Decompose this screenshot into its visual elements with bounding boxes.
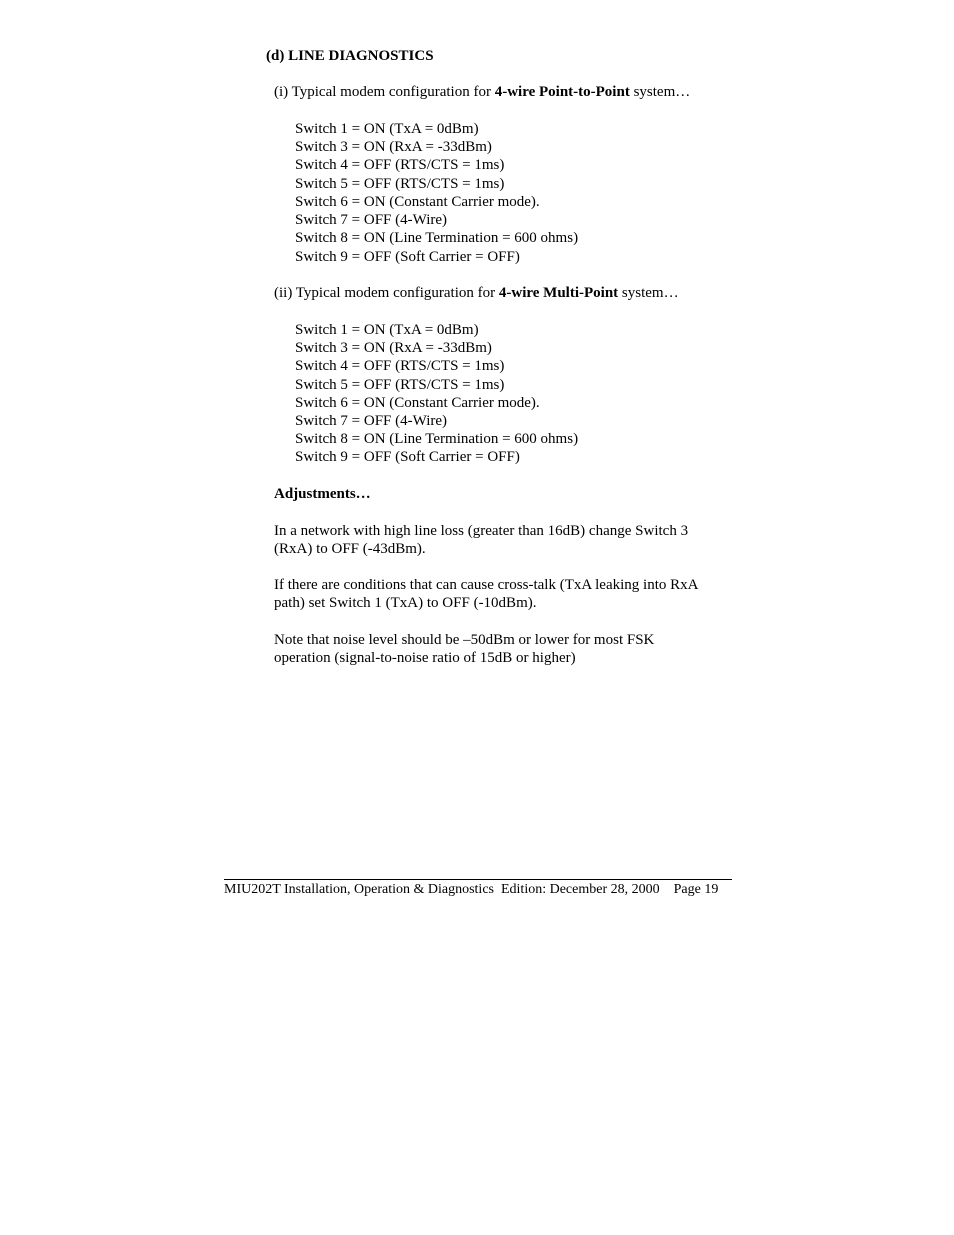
mp-intro-prefix: (ii) Typical modem configuration for xyxy=(274,285,499,301)
mp-switch-6: Switch 6 = ON (Constant Carrier mode). xyxy=(295,395,540,411)
p2p-switch-8: Switch 8 = ON (Line Termination = 600 ohms) xyxy=(295,230,579,246)
adjustment-para1-line2: (RxA) to OFF (-43dBm). xyxy=(274,541,426,557)
p2p-intro-suffix: system… xyxy=(629,84,691,100)
mp-switch-1: Switch 1 = ON (TxA = 0dBm) xyxy=(295,322,479,338)
p2p-switch-4: Switch 4 = OFF (RTS/CTS = 1ms) xyxy=(295,157,505,173)
mp-intro-bold: 4-wire Multi-Point xyxy=(498,285,619,301)
mp-switch-3: Switch 3 = ON (RxA = -33dBm) xyxy=(295,340,492,356)
p2p-switch-1: Switch 1 = ON (TxA = 0dBm) xyxy=(295,121,479,137)
p2p-switch-5: Switch 5 = OFF (RTS/CTS = 1ms) xyxy=(295,176,505,192)
footer-title: MIU202T Installation, Operation & Diagnostics xyxy=(224,882,494,897)
mp-intro-suffix: system… xyxy=(618,285,679,301)
adjustment-para3-line1: Note that noise level should be –50dBm or lower for most FSK xyxy=(274,632,655,648)
p2p-switch-6: Switch 6 = ON (Constant Carrier mode). xyxy=(295,194,540,210)
adjustment-para2-line2: path) set Switch 1 (TxA) to OFF (-10dBm). xyxy=(274,595,537,611)
footer-page-number: Page 19 xyxy=(673,882,719,897)
mp-switch-9: Switch 9 = OFF (Soft Carrier = OFF) xyxy=(295,449,520,465)
p2p-switch-9: Switch 9 = OFF (Soft Carrier = OFF) xyxy=(295,249,520,265)
mp-switch-7: Switch 7 = OFF (4-Wire) xyxy=(295,413,448,429)
p2p-intro-bold: 4-wire Point-to-Point xyxy=(494,84,630,100)
p2p-intro-prefix: (i) Typical modem configuration for xyxy=(274,84,495,100)
section-heading: (d) LINE DIAGNOSTICS xyxy=(266,48,434,64)
footer-divider xyxy=(224,879,732,880)
p2p-switch-3: Switch 3 = ON (RxA = -33dBm) xyxy=(295,139,492,155)
page-footer xyxy=(224,881,732,899)
p2p-switch-7: Switch 7 = OFF (4-Wire) xyxy=(295,212,448,228)
adjustment-para1-line1: In a network with high line loss (greater than 16dB) change Switch 3 xyxy=(274,523,689,539)
adjustments-heading: Adjustments… xyxy=(274,486,371,502)
mp-switch-8: Switch 8 = ON (Line Termination = 600 ohms) xyxy=(295,431,579,447)
adjustment-para2-line1: If there are conditions that can cause cross-talk (TxA leaking into RxA xyxy=(274,577,699,593)
mp-switch-5: Switch 5 = OFF (RTS/CTS = 1ms) xyxy=(295,377,505,393)
adjustment-para3-line2: operation (signal-to-noise ratio of 15dB or higher) xyxy=(274,650,576,666)
p2p-intro xyxy=(274,83,690,101)
mp-switch-4: Switch 4 = OFF (RTS/CTS = 1ms) xyxy=(295,358,505,374)
mp-intro xyxy=(274,284,679,302)
footer-edition: Edition: December 28, 2000 xyxy=(500,882,660,897)
